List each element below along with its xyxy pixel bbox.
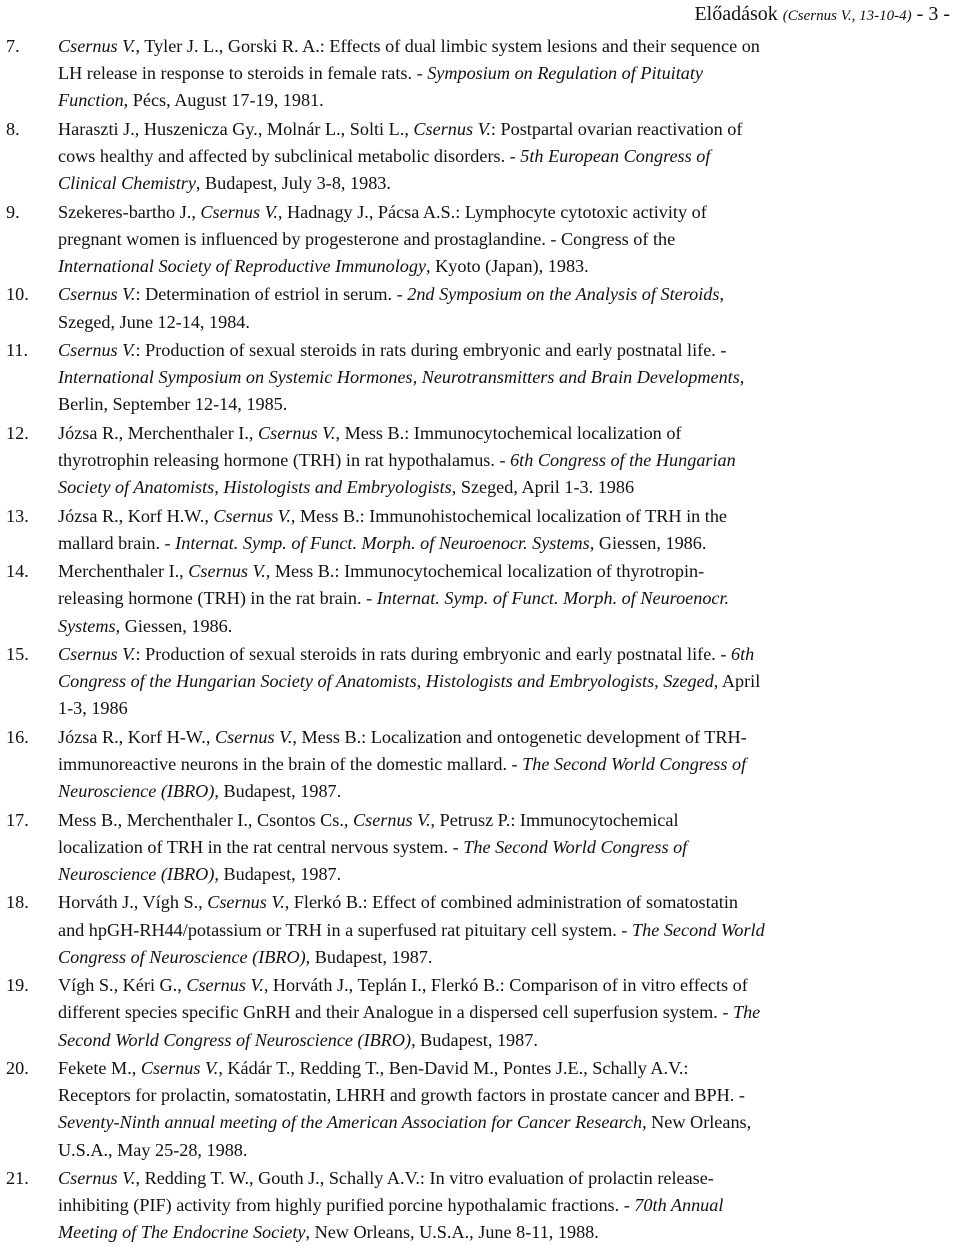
reference-line: [58, 309, 954, 336]
text-segment: , Giessen, 1986.: [589, 532, 707, 553]
text-segment: ,: [739, 367, 745, 388]
reference-line: [58, 503, 954, 530]
italic-text: Csernus V.: [214, 726, 293, 747]
italic-text: Csernus V.: [258, 422, 336, 443]
text-segment: , Budapest, 1987.: [214, 781, 342, 802]
reference-line: [58, 143, 954, 170]
reference-number: 14.: [6, 561, 29, 582]
italic-text: 5th European Congress of: [520, 146, 711, 166]
text-segment: : Postpartal ovarian reactivation of: [490, 118, 743, 139]
reference-line: [58, 1137, 954, 1164]
text-segment: , Mess B.: Immunocytochemical localization of: [335, 422, 682, 443]
italic-text: 70th Annual: [634, 1195, 724, 1216]
italic-text: Society of Anatomists, Histologists and Embryologists: [58, 477, 452, 498]
reference-line: [58, 944, 954, 971]
text-segment: , Mess B.: Localization and ontogenetic development of TRH-: [292, 726, 747, 747]
italic-text: Csernus V.: [58, 339, 136, 360]
reference-number: 15.: [6, 643, 29, 664]
reference-line: [58, 558, 954, 585]
text-segment: , Budapest, 1987.: [305, 946, 433, 967]
text-segment: , Horváth J., Teplán I., Flerkó B.: Comparison of in vitro effects of: [263, 975, 748, 996]
text-segment: , Hadnagy J., Pácsa A.S.: Lymphocyte cytotoxic activity of: [277, 201, 707, 222]
italic-text: Csernus V.: [186, 975, 264, 996]
italic-text: Neuroscience (IBRO): [58, 781, 215, 802]
reference-line: [58, 999, 954, 1026]
text-segment: Józsa R., Korf H.W.,: [58, 505, 214, 526]
reference-item: [6, 641, 954, 723]
page-header: [694, 0, 950, 30]
reference-line: [58, 613, 954, 640]
reference-item: [6, 724, 954, 806]
reference-item: [6, 116, 954, 198]
text-segment: Józsa R., Korf H-W.,: [58, 726, 215, 747]
italic-text: Csernus V.: [413, 118, 491, 139]
text-segment: Mess B., Merchenthaler I., Csontos Cs.,: [58, 809, 354, 830]
text-segment: Merchenthaler I.,: [58, 561, 189, 582]
reference-number: 18.: [6, 892, 29, 913]
reference-item: [6, 337, 954, 419]
reference-line: [58, 695, 954, 722]
reference-number: 12.: [6, 422, 29, 443]
text-segment: releasing hormone (TRH) in the rat brain. -: [58, 588, 377, 609]
reference-number: 11.: [6, 339, 29, 360]
text-segment: mallard brain. -: [58, 532, 176, 553]
italic-text: The Second World Congress of: [522, 753, 747, 774]
reference-line: [58, 1082, 954, 1109]
italic-text: Csernus V.: [140, 1057, 219, 1078]
italic-text: 6th: [730, 643, 755, 664]
italic-text: Csernus V.: [200, 201, 278, 222]
reference-line: [58, 281, 954, 308]
reference-line: [58, 724, 954, 751]
reference-number: 21.: [6, 1167, 29, 1188]
reference-line: [58, 1109, 954, 1136]
text-segment: , Redding T. W., Gouth J., Schally A.V.: In vitro evaluation of prolactin release-: [135, 1167, 714, 1188]
reference-line: [58, 530, 954, 557]
reference-line: [58, 226, 954, 253]
italic-text: Csernus V.: [188, 561, 266, 582]
text-segment: , Flerkó B.: Effect of combined administration of somatostatin: [284, 892, 738, 913]
text-segment: Fekete M.,: [58, 1057, 141, 1078]
reference-line: [58, 116, 954, 143]
text-segment: Józsa R., Merchenthaler I.,: [58, 422, 258, 443]
italic-text: Neuroscience (IBRO): [58, 863, 215, 884]
reference-line: [58, 1055, 954, 1082]
text-segment: , New Orleans, U.S.A., June 8-11, 1988.: [305, 1222, 599, 1243]
reference-line: [58, 337, 954, 364]
text-segment: , Budapest, 1987.: [214, 863, 342, 884]
italic-text: The Second World Congress of: [463, 836, 688, 857]
text-segment: ,: [719, 284, 724, 305]
text-segment: Receptors for prolactin, somatostatin, LHRH and growth factors in prostate cancer and BPH. -: [58, 1085, 745, 1106]
reference-item: [6, 199, 954, 281]
reference-number: 10.: [6, 284, 29, 305]
reference-number: 8.: [6, 118, 20, 139]
italic-text: Congress of Neuroscience (IBRO): [58, 946, 306, 967]
text-segment: , Mess B.: Immunocytochemical localization of thyrotropin-: [265, 561, 705, 582]
reference-line: [58, 861, 954, 888]
text-segment: , New Orleans,: [642, 1112, 752, 1133]
reference-item: [6, 420, 954, 502]
text-segment: , Kyoto (Japan), 1983.: [426, 256, 589, 276]
text-segment: , Kádár T., Redding T., Ben-David M., Pontes J.E., Schally A.V.:: [218, 1057, 689, 1078]
reference-line: [58, 199, 954, 226]
reference-item: [6, 1165, 954, 1247]
italic-text: Second World Congress of Neuroscience (IBRO): [58, 1029, 412, 1050]
text-segment: cows healthy and affected by subclinical metabolic disorders. -: [58, 146, 521, 166]
italic-text: Csernus V.: [58, 284, 136, 305]
reference-line: [58, 1027, 954, 1054]
reference-line: [58, 420, 954, 447]
reference-item: [6, 1055, 954, 1164]
italic-text: Seventy-Ninth annual meeting of the American Association for Cancer Research: [58, 1112, 643, 1133]
reference-line: [58, 60, 954, 87]
reference-number: 19.: [6, 975, 29, 996]
text-segment: inhibiting (PIF) activity from highly purified porcine hypothalamic fractions. -: [58, 1195, 635, 1216]
header-subtitle: (Csernus V., 13-10-4): [782, 8, 912, 24]
text-segment: LH release in response to steroids in female rats. -: [58, 63, 428, 84]
italic-text: Csernus V.: [58, 36, 136, 56]
reference-line: [58, 1192, 954, 1219]
italic-text: International Symposium on Systemic Hormones, Neurotransmitters and Brain Developments: [58, 367, 740, 388]
text-segment: , Budapest, 1987.: [411, 1029, 538, 1050]
page-number: - 3 -: [916, 3, 950, 25]
italic-text: Systems: [58, 615, 116, 636]
reference-number: 20.: [6, 1057, 29, 1078]
reference-line: [58, 364, 954, 391]
reference-line: [58, 641, 954, 668]
text-segment: Szeged, June 12-14, 1984.: [58, 311, 250, 332]
reference-line: [58, 1165, 954, 1192]
reference-line: [58, 917, 954, 944]
reference-item: [6, 558, 954, 640]
italic-text: The Second World: [632, 919, 765, 940]
reference-line: [58, 778, 954, 805]
reference-item: [6, 972, 954, 1054]
italic-text: Csernus V.: [207, 892, 285, 913]
reference-line: [58, 972, 954, 999]
italic-text: Csernus V.: [353, 809, 431, 830]
italic-text: Congress of the Hungarian Society of Anatomists, Histologists and Embryologists, Szeged: [58, 671, 714, 692]
italic-text: Function: [58, 90, 124, 111]
text-segment: : Determination of estriol in serum. -: [135, 284, 408, 305]
reference-number: 9.: [6, 201, 20, 222]
italic-text: Symposium on Regulation of Pituitaty: [427, 63, 704, 84]
reference-line: [58, 447, 954, 474]
reference-line: [58, 1219, 954, 1246]
text-segment: , Pécs, August 17-19, 1981.: [123, 90, 324, 111]
text-segment: Vígh S., Kéri G.,: [58, 975, 187, 996]
italic-text: Csernus V.: [58, 1167, 136, 1188]
text-segment: , Budapest, July 3-8, 1983.: [195, 173, 391, 194]
text-segment: thyrotrophin releasing hormone (TRH) in rat hypothalamus. -: [58, 449, 511, 470]
text-segment: , Giessen, 1986.: [115, 615, 233, 636]
reference-item: [6, 889, 954, 971]
text-segment: 1-3, 1986: [58, 698, 128, 719]
reference-item: [6, 281, 954, 335]
reference-line: [58, 253, 954, 280]
text-segment: pregnant women is influenced by progesterone and prostaglandine. - Congress of the: [58, 228, 676, 249]
text-segment: Horváth J., Vígh S.,: [58, 892, 208, 913]
text-segment: immunoreactive neurons in the brain of the domestic mallard. -: [58, 753, 523, 774]
reference-line: [58, 585, 954, 612]
reference-number: 16.: [6, 726, 29, 747]
reference-line: [58, 33, 954, 60]
reference-item: [6, 807, 954, 889]
text-segment: , Szeged, April 1-3. 1986: [451, 477, 635, 498]
text-segment: and hpGH-RH44/potassium or TRH in a superfused rat pituitary cell system. -: [58, 919, 632, 940]
reference-line: [58, 751, 954, 778]
italic-text: International Society of Reproductive Immunology: [58, 256, 427, 276]
reference-line: [58, 474, 954, 501]
header-title: Előadások: [694, 3, 778, 25]
text-segment: U.S.A., May 25-28, 1988.: [58, 1139, 248, 1160]
italic-text: The: [732, 1002, 761, 1023]
reference-line: [58, 807, 954, 834]
text-segment: Berlin, September 12-14, 1985.: [58, 394, 288, 415]
text-segment: Szekeres-bartho J.,: [58, 201, 201, 222]
reference-number: 13.: [6, 505, 29, 526]
italic-text: Clinical Chemistry: [58, 173, 196, 194]
text-segment: Haraszti J., Huszenicza Gy., Molnár L., Solti L.,: [58, 118, 414, 139]
text-segment: localization of TRH in the rat central nervous system. -: [58, 836, 464, 857]
text-segment: : Production of sexual steroids in rats during embryonic and early postnatal life. -: [135, 643, 731, 664]
text-segment: , Petrusz P.: Immunocytochemical: [430, 809, 679, 830]
reference-item: [6, 33, 954, 115]
reference-line: [58, 87, 954, 114]
reference-list: [6, 33, 954, 1248]
reference-line: [58, 391, 954, 418]
italic-text: Internat. Symp. of Funct. Morph. of Neuroenocr. Systems: [175, 532, 590, 553]
reference-line: [58, 170, 954, 197]
text-segment: : Production of sexual steroids in rats during embryonic and early postnatal life. -: [135, 339, 727, 360]
italic-text: Csernus V.: [213, 505, 291, 526]
reference-line: [58, 834, 954, 861]
text-segment: different species specific GnRH and their Analogue in a dispersed cell superfusion system. -: [58, 1002, 733, 1023]
reference-number: 7.: [6, 36, 20, 56]
italic-text: Meeting of The Endocrine Society: [58, 1222, 306, 1243]
text-segment: , Mess B.: Immunohistochemical localization of TRH in the: [290, 505, 727, 526]
reference-item: [6, 503, 954, 557]
reference-line: [58, 889, 954, 916]
text-segment: , Tyler J. L., Gorski R. A.: Effects of dual limbic system lesions and their sequence on: [135, 36, 760, 56]
italic-text: Internat. Symp. of Funct. Morph. of Neuroenocr.: [376, 588, 730, 609]
text-segment: , April: [713, 671, 761, 692]
italic-text: Csernus V.: [58, 643, 136, 664]
italic-text: 6th Congress of the Hungarian: [510, 449, 736, 470]
italic-text: 2nd Symposium on the Analysis of Steroids: [407, 284, 720, 305]
reference-line: [58, 668, 954, 695]
reference-number: 17.: [6, 809, 29, 830]
